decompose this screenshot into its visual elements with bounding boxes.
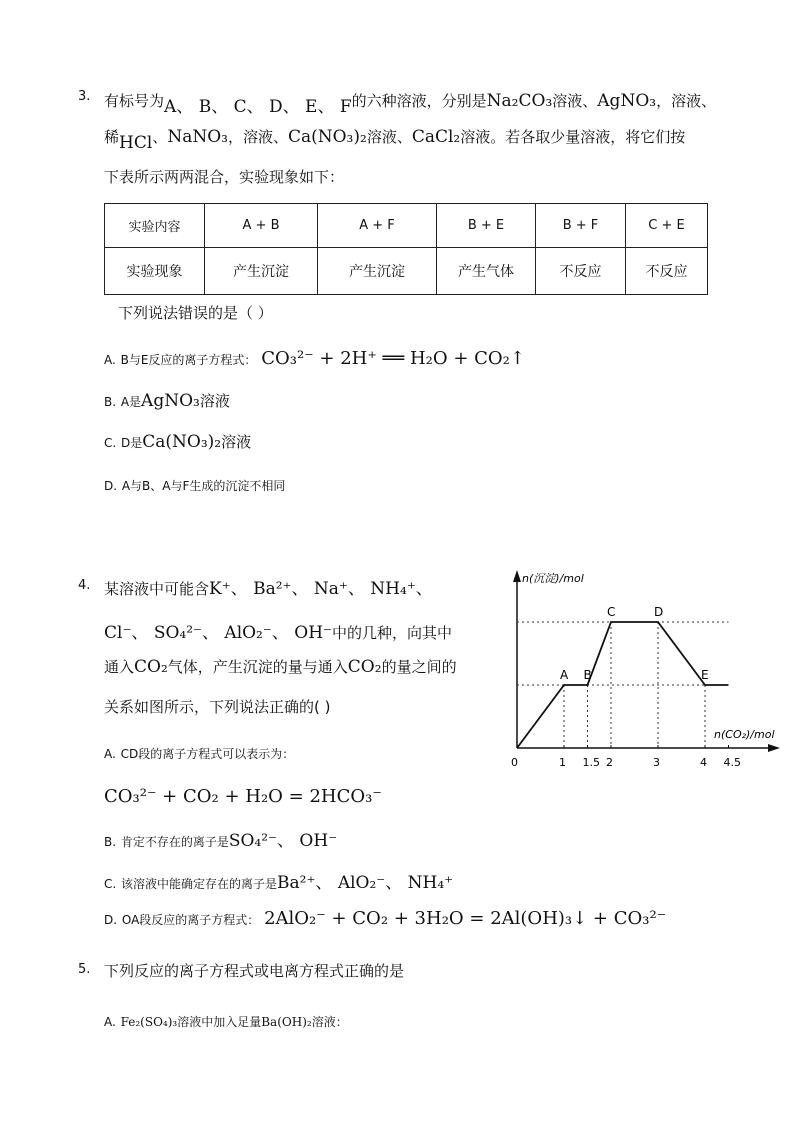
table-cell: B + E — [437, 204, 536, 248]
option-text: 溶液中加入足量 — [177, 1015, 262, 1029]
option-equation: CO₃²⁻ + 2H⁺ ══ H₂O + CO₂↑ — [261, 348, 525, 369]
q3-cacl2: CaCl₂ — [411, 127, 461, 147]
point-label: E — [701, 668, 709, 682]
option-text: CD段的离子方程式可以表示为： — [120, 747, 295, 761]
origin-label: 0 — [511, 756, 518, 769]
table-cell: A + F — [318, 204, 437, 248]
q3-labels: A、 B、 C、 D、 E、 F — [164, 97, 352, 117]
table-cell: 不反应 — [536, 248, 626, 295]
x-tick-label: 2 — [606, 756, 613, 769]
option-chem: Fe₂(SO₄)₃ — [120, 1015, 178, 1029]
q4-intro: 某溶液中可能含 — [104, 580, 210, 598]
q4-line4: 关系如图所示，下列说法正确的( ) — [104, 698, 331, 716]
option-letter: D. — [104, 913, 118, 927]
q4-line1 — [104, 574, 433, 599]
option-letter: D. — [104, 479, 118, 493]
point-label: A — [560, 668, 569, 682]
experiment-table — [104, 203, 708, 295]
q3-sep-1: 溶液、 — [552, 92, 598, 110]
option-letter: C. — [104, 877, 117, 891]
x-tick-label: 1 — [559, 756, 566, 769]
q3-line3: 下表所示两两混合，实验现象如下： — [104, 168, 345, 186]
q4-option-a-equation: CO₃²⁻ + CO₂ + H₂O = 2HCO₃⁻ — [104, 786, 382, 807]
option-text: A与B、A与F生成的沉淀不相同 — [121, 479, 286, 493]
q3-sep-2: ，溶液、 — [656, 92, 717, 110]
point-label: D — [654, 605, 664, 619]
table-cell: 产生气体 — [437, 248, 536, 295]
table-cell: A + B — [205, 204, 318, 248]
precipitate-chart — [500, 560, 790, 775]
table-cell: 不反应 — [626, 248, 708, 295]
table-cell: 产生沉淀 — [318, 248, 437, 295]
option-chem: Ba(OH)₂ — [261, 1015, 312, 1029]
q3-intro-2: 的六种溶液，分别是 — [351, 92, 487, 110]
table-cell: C + E — [626, 204, 708, 248]
q3-dun: 、 — [152, 128, 168, 146]
option-tail: 溶液 — [199, 392, 230, 410]
q4-co2-1: CO₂ — [134, 657, 168, 677]
option-letter: C. — [104, 436, 117, 450]
q5-text: 下列反应的离子方程式或电离方程式正确的是 — [104, 962, 405, 980]
q3-line2 — [104, 126, 686, 153]
option-text: D是 — [120, 436, 143, 450]
q3-cano3: Ca(NO₃)₂ — [287, 127, 367, 147]
x-tick-label: 4.5 — [723, 756, 741, 769]
q4-line2 — [104, 618, 452, 643]
q3-sep-3: ，溶液、 — [227, 128, 288, 146]
option-text: B与E反应的离子方程式： — [120, 353, 257, 367]
option-equation: 2AlO₂⁻ + CO₂ + 3H₂O = 2Al(OH)₃↓ + CO₃²⁻ — [264, 908, 667, 929]
x-tick-label: 4 — [700, 756, 707, 769]
q4-co2-2: CO₂ — [347, 657, 382, 677]
q4-line3-b: 气体，产生沉淀的量与通入 — [167, 658, 348, 676]
option-letter: A. — [104, 747, 116, 761]
table-cell: 实验现象 — [105, 248, 205, 295]
y-axis-label: n(沉淀)/mol — [522, 572, 584, 585]
q4-line3-c: 的量之间的 — [381, 658, 457, 676]
q3-line1 — [78, 86, 90, 104]
point-label: C — [607, 605, 616, 619]
option-text: 该溶液中能确定存在的离子是 — [120, 877, 277, 891]
q3-line1-text — [104, 86, 717, 117]
x-tick-label: 3 — [653, 756, 660, 769]
q4-number: 4. — [78, 578, 91, 593]
q3-prompt: 下列说法错误的是（ ） — [118, 304, 273, 322]
option-text: OA段反应的离子方程式： — [121, 913, 260, 927]
x-axis-arrow-icon — [768, 744, 780, 752]
option-chem: AgNO₃ — [141, 391, 200, 411]
q3-option-b[interactable] — [104, 390, 230, 411]
q3-hcl: HCl — [119, 133, 153, 153]
q4-option-b[interactable] — [104, 826, 337, 851]
q3-nano3: NaNO₃ — [167, 127, 228, 147]
q4-line3 — [104, 656, 457, 677]
q4-ions-2: Cl⁻、 SO₄²⁻、 AlO₂⁻、 OH⁻ — [104, 623, 332, 643]
q4-line3-a: 通入 — [104, 658, 135, 676]
x-tick-label: 1.5 — [582, 756, 600, 769]
table-cell: B + F — [536, 204, 626, 248]
q5-option-a[interactable] — [104, 1012, 348, 1030]
q4-line2-text: 中的几种，向其中 — [332, 624, 453, 642]
option-letter: B. — [104, 835, 117, 849]
q3-intro: 有标号为 — [104, 92, 165, 110]
q4-option-c[interactable] — [104, 868, 453, 893]
q3-option-d[interactable] — [104, 476, 285, 494]
option-letter: A. — [104, 353, 116, 367]
q3-na2co3: Na₂CO₃ — [486, 91, 553, 111]
option-letter: A. — [104, 1015, 116, 1029]
option-text: 肯定不存在的离子是 — [120, 835, 229, 849]
option-chem: Ca(NO₃)₂ — [142, 432, 222, 452]
q3-line2-end: 溶液。若各取少量溶液，将它们按 — [460, 128, 686, 146]
q4-option-a[interactable] — [104, 744, 294, 762]
option-ions: SO₄²⁻、 OH⁻ — [228, 831, 338, 851]
table-row — [105, 204, 708, 248]
q3-sep-4: 溶液、 — [366, 128, 412, 146]
q3-option-a[interactable] — [104, 348, 525, 369]
y-axis-arrow-icon — [513, 570, 521, 582]
q4-option-d[interactable] — [104, 908, 666, 929]
q3-xi: 稀 — [104, 128, 120, 146]
option-text: A是 — [120, 395, 142, 409]
option-ions: Ba²⁺、 AlO₂⁻、 NH₄⁺ — [277, 873, 454, 893]
table-row — [105, 248, 708, 295]
table-cell: 产生沉淀 — [205, 248, 318, 295]
point-label: B — [583, 668, 592, 682]
table-cell: 实验内容 — [105, 204, 205, 248]
q3-number: 3. — [78, 89, 91, 104]
x-axis-label: n(CO₂)/mol — [714, 728, 775, 741]
q3-agno3: AgNO₃ — [597, 91, 657, 111]
q3-option-c[interactable] — [104, 431, 251, 452]
q5-number: 5. — [78, 962, 91, 977]
option-tail: 溶液 — [221, 433, 252, 451]
option-letter: B. — [104, 395, 117, 409]
q4-ions-1: K⁺、 Ba²⁺、 Na⁺、 NH₄⁺、 — [209, 579, 433, 599]
option-tail: 溶液： — [311, 1015, 348, 1029]
